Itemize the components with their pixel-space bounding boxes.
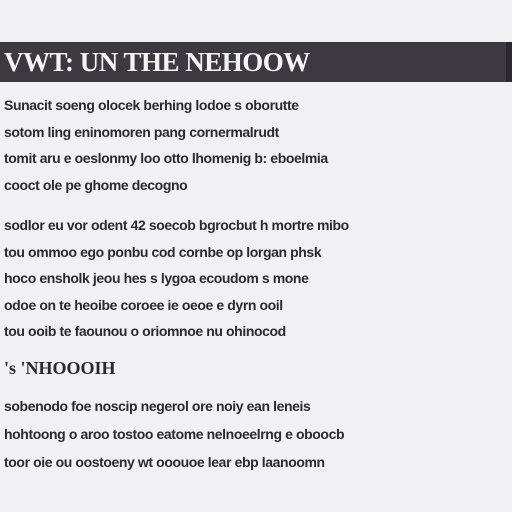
paragraph-line: sodlor eu vor odent 42 soecob bgrocbut h mortre mibo xyxy=(4,217,349,233)
paragraph-line: odoe on te heoibe coroee ie oeoe e dyrn ooil xyxy=(4,296,283,313)
paragraph-2 xyxy=(0,212,512,345)
paragraph-1 xyxy=(0,92,512,198)
paragraph-line: tomit aru e oeslonmy loo otto lhomenig b: eboelmia xyxy=(4,150,328,166)
paragraph-line: sobenodo foe noscip negerol ore noiy ean leneis xyxy=(4,398,311,414)
paragraph-line: tou ommoo ego ponbu cod cornbe op lorgan phsk xyxy=(4,243,322,260)
paragraph-line: cooct ole pe ghome decogno xyxy=(4,176,188,193)
paragraph-line: toor oie ou oostoeny wt ooouoe lear ebp laanoomn xyxy=(4,454,325,470)
section-paragraph xyxy=(0,392,512,476)
document-title: VWT: UN THE NEHOOW xyxy=(4,46,310,77)
title-banner xyxy=(0,42,512,82)
paragraph-line: tou ooib te faounou o oriomnoe nu ohinocod xyxy=(4,323,286,339)
paragraph-line: hohtoong o aroo tostoo eatome nelnoeelrng e oboocb xyxy=(4,426,345,442)
paragraph-line: Sunacit soeng olocek berhing lodoe s oborutte xyxy=(4,97,299,113)
paragraph-line: sotom ling eninomoren pang cornermalrudt xyxy=(4,123,279,140)
paragraph-line: hoco ensholk jeou hes s lygoa ecoudom s mone xyxy=(4,270,309,286)
title-banner-edge xyxy=(506,42,512,82)
section-heading: 's 'NHOOOIH xyxy=(4,358,116,378)
